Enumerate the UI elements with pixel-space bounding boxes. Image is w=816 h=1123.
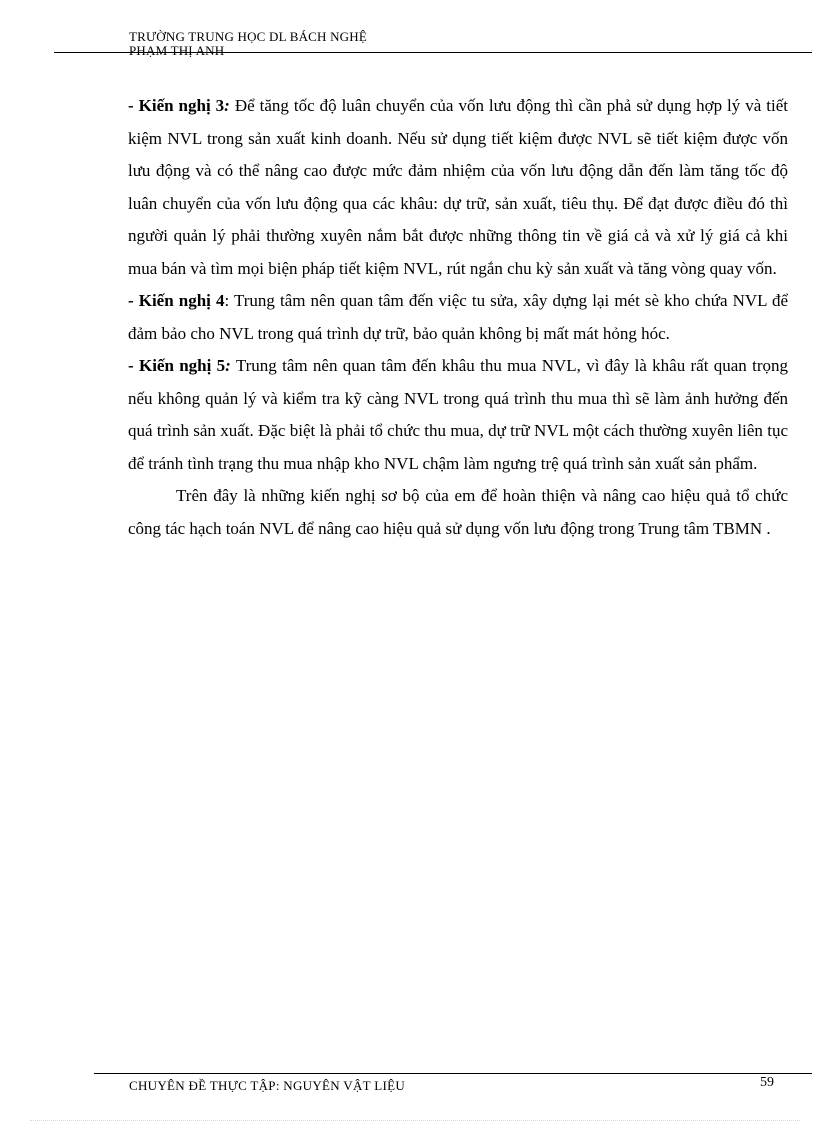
recommendation-4-label: - Kiến nghị 4 [128, 291, 225, 310]
recommendation-4: - Kiến nghị 4: Trung tâm nên quan tâm đến việc tu sửa, xây dựng lại mét sè kho chứa NVL để đảm bảo cho NVL trong quá trình dự trữ, bảo quản không bị mất mát hỏng hóc. [128, 291, 788, 343]
recommendation-3-text: Để tăng tốc độ luân chuyển của vốn lưu động thì cần phả sử dụng hợp lý và tiết kiệm NVL trong sản xuất kinh doanh. Nếu sử dụng tiết kiệm được NVL sẽ tiết kiệm được vốn lưu động và có thể nâng cao được mức đảm nhiệm của vốn lưu động dẫn đến làm tăng tốc độ luân chuyển của vốn lưu động qua các khâu: dự trữ, sản xuất, tiêu thụ. Để đạt được điều đó thì người quản lý phải thường xuyên nắm bắt được những thông tin về giá cả và xử lý giá cả khi mua bán và tìm mọi biện pháp tiết kiệm NVL, rút ngắn chu kỳ sản xuất và tăng vòng quay vốn. [128, 96, 788, 278]
footer-title: CHUYÊN ĐỀ THỰC TẬP: NGUYÊN VẬT LIỆU [129, 1078, 406, 1093]
page-header [129, 30, 367, 58]
recommendation-5-label: - Kiến nghị 5: [128, 356, 231, 375]
page-number: 59 [760, 1075, 774, 1090]
footer-divider [94, 1073, 812, 1074]
recommendation-5 [128, 350, 788, 480]
header-divider [54, 52, 812, 53]
page-bottom-edge [30, 1120, 800, 1121]
conclusion-paragraph: Trên đây là những kiến nghị sơ bộ của em để hoàn thiện và nâng cao hiệu quả tổ chức công tác hạch toán NVL để nâng cao hiệu quả sử dụng vốn lưu động trong Trung tâm TBMN . [128, 486, 788, 538]
recommendation-5-text: Trung tâm nên quan tâm đến khâu thu mua NVL, vì đây là khâu rất quan trọng nếu không quản lý và kiểm tra kỹ càng NVL trong quá trình thu mua thì sẽ làm ảnh hưởng đến quá trình sản xuất. Đặc biệt là phải tổ chức thu mua, dự trữ NVL một cách thường xuyên liên tục để tránh tình trạng thu mua nhập kho NVL chậm làm ngưng trệ quá trình sản xuất sản phẩm. [128, 356, 788, 473]
recommendation-4-text: Trung tâm nên quan tâm đến việc tu sửa, xây dựng lại mét sè kho chứa NVL để đảm bảo cho NVL trong quá trình dự trữ, bảo quản không bị mất mát hỏng hóc. [128, 291, 788, 343]
recommendation-3 [128, 90, 788, 285]
document-body [128, 90, 788, 545]
header-school-name: TRƯỜNG TRUNG HỌC DL BÁCH NGHỆ [129, 29, 367, 44]
recommendation-3-label: - Kiến nghị 3: [128, 96, 230, 115]
header-author-name: PHẠM THỊ ANH [129, 43, 225, 58]
